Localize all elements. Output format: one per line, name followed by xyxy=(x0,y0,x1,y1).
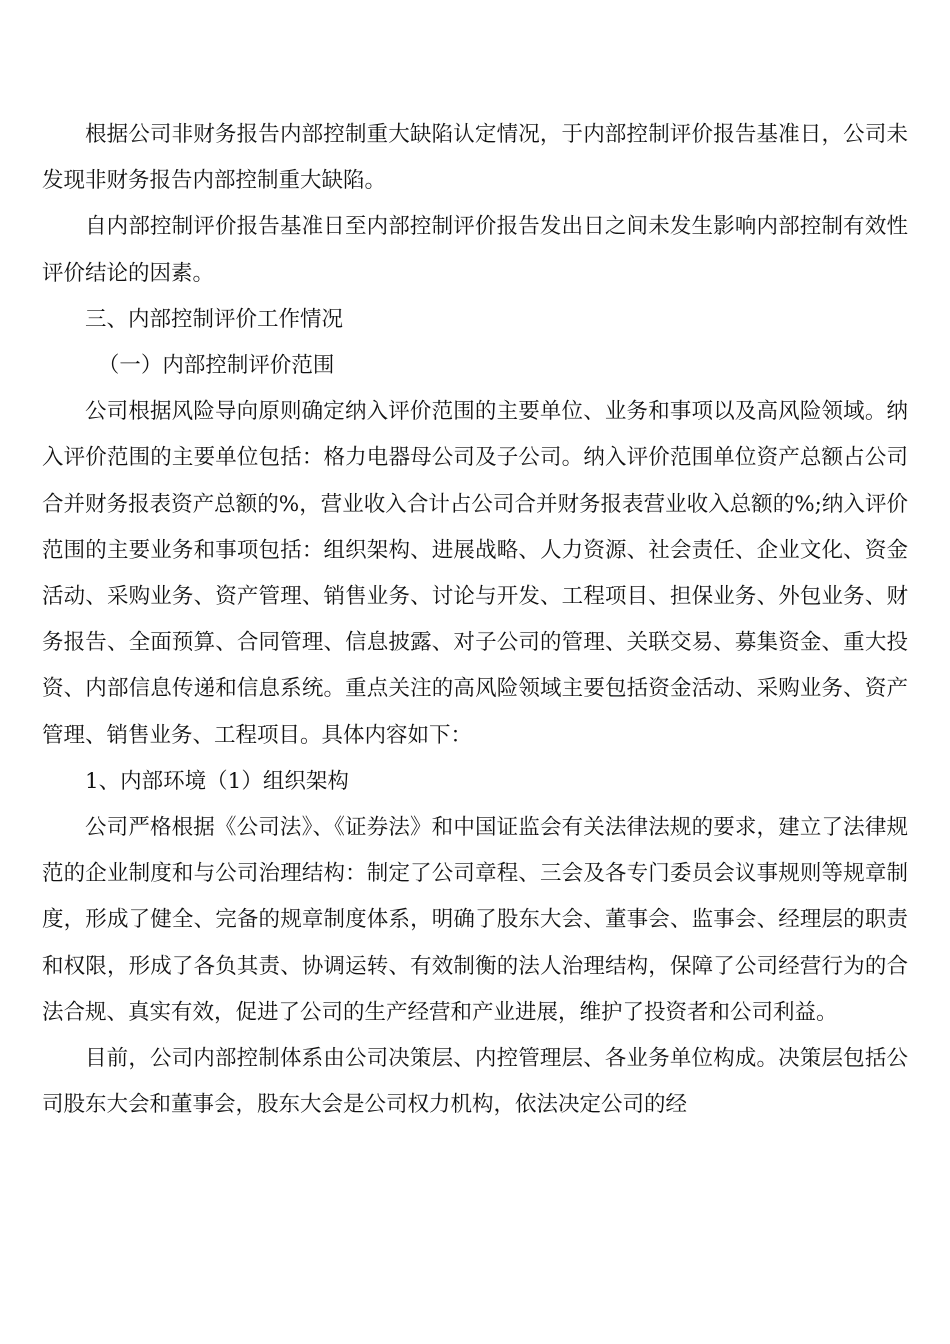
paragraph-no-influencing-factors: 自内部控制评价报告基准日至内部控制评价报告发出日之间未发生影响内部控制有效性评价结论的因素。 xyxy=(42,214,908,286)
subsection-heading-evaluation-scope: （一）内部控制评价范围 xyxy=(97,353,335,379)
paragraph-control-system: 目前，公司内部控制体系由公司决策层、内控管理层、各业务单位构成。决策层包括公司股东大会和董事会，股东大会是公司权力机构，依法决定公司的经 xyxy=(42,1046,908,1118)
document-page xyxy=(42,112,908,1128)
paragraph-nonfinancial-defects: 根据公司非财务报告内部控制重大缺陷认定情况，于内部控制评价报告基准日，公司未发现非财务报告内部控制重大缺陷。 xyxy=(42,122,908,194)
paragraph-evaluation-scope: 公司根据风险导向原则确定纳入评价范围的主要单位、业务和事项以及高风险领域。纳入评价范围的主要单位包括：格力电器母公司及子公司。纳入评价范围单位资产总额占公司合并财务报表资产总额的%，营业收入合计占公司合并财务报表营业收入总额的%;纳入评价范围的主要业务和事项包括：组织架构、进展战略、人力资源、社会责任、企业文化、资金活动、采购业务、资产管理、销售业务、讨论与开发、工程项目、担保业务、外包业务、财务报告、全面预算、合同管理、信息披露、对子公司的管理、关联交易、募集资金、重大投资、内部信息传递和信息系统。重点关注的高风险领域主要包括资金活动、采购业务、资产管理、销售业务、工程项目。具体内容如下： xyxy=(42,399,908,748)
section-heading-evaluation-work: 三、内部控制评价工作情况 xyxy=(85,306,344,332)
heading-internal-environment: 1、内部环境（1）组织架构 xyxy=(85,768,349,794)
paragraph-organization-structure: 公司严格根据《公司法》、《证券法》和中国证监会有关法律法规的要求，建立了法律规范的企业制度和与公司治理结构：制定了公司章程、三会及各专门委员会议事规则等规章制度，形成了健全、完备的规章制度体系，明确了股东大会、董事会、监事会、经理层的职责和权限，形成了各负其责、协调运转、有效制衡的法人治理结构，保障了公司经营行为的合法合规、真实有效，促进了公司的生产经营和产业进展，维护了投资者和公司利益。 xyxy=(42,815,908,1025)
